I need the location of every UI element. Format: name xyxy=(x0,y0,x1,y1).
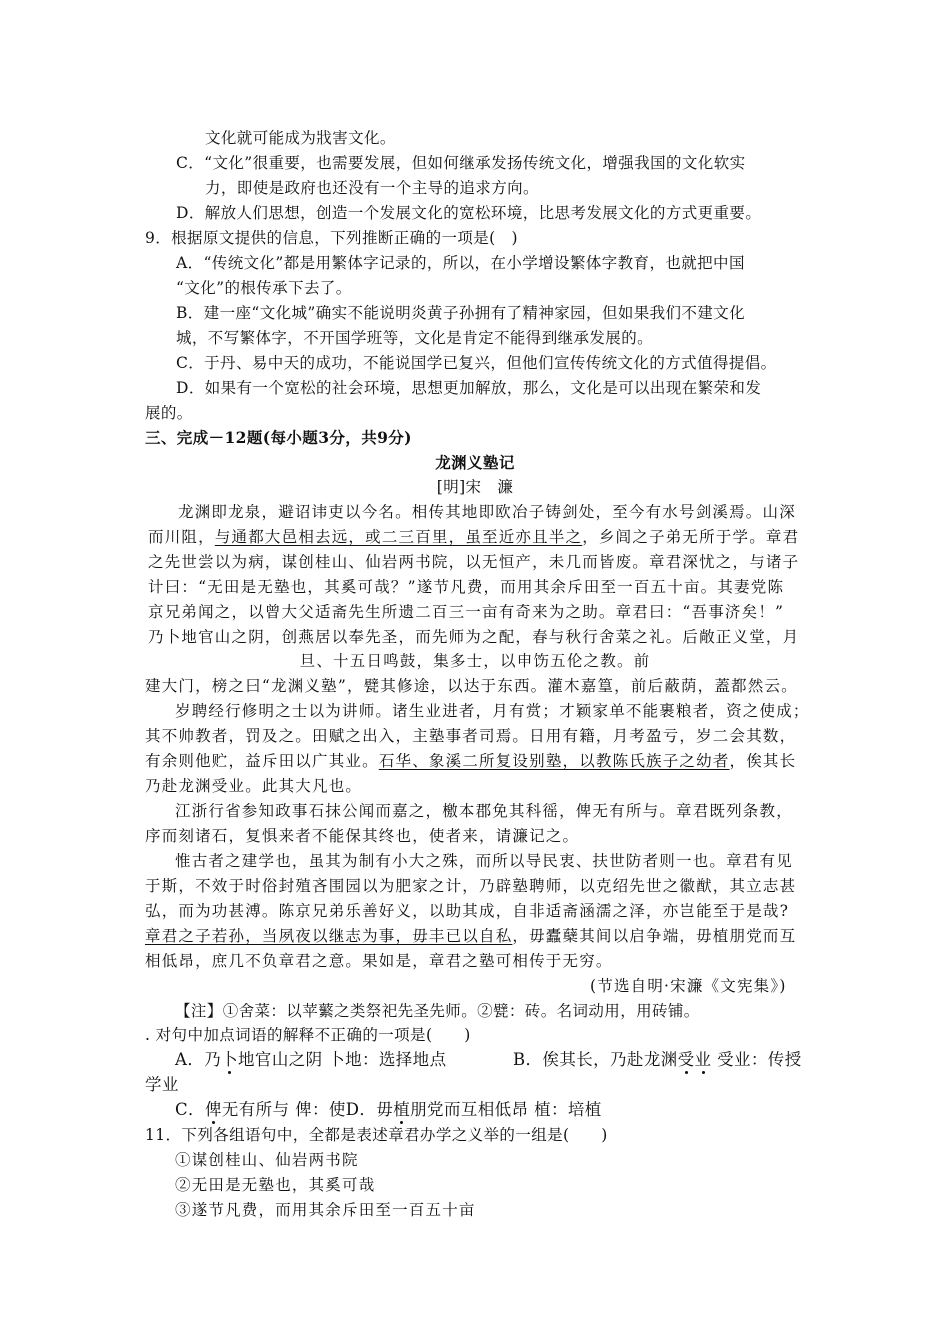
passage-line: 江浙行省参知政事石抹公闻而嘉之，檄本郡免其科徭，俾无有所与。章君既列条教， xyxy=(175,802,793,820)
question-11: 11．下列各组语句中，全都是表述章君办学之义举的一组是( ) xyxy=(145,1126,608,1144)
text-line: 城，不写繁体字，不开国学班等，文化是肯定不能得到继承发展的。 xyxy=(176,329,654,347)
emphasis-dot-char: 卜 xyxy=(221,1050,239,1069)
underlined-sentence: 石华、象溪二所复设别塾，以教陈氏族子之幼者 xyxy=(378,752,730,770)
option-c-d: C．俾无有所与 俾：使D．毋植朋党而互相低昂 植：培植 xyxy=(175,1100,602,1119)
text-line: “文化”的根传承下去了。 xyxy=(176,279,352,297)
passage-line: 岁聘经行修明之士以为讲师。诸生业进者，月有赏；才颖家单不能裹粮者，资之使成； xyxy=(175,702,810,720)
passage-line: 计曰：“无田是无塾也，其奚可哉？”遂节凡费，而用其余斥田至一百五十亩。其妻党陈 xyxy=(148,578,785,596)
option-b: B．建一座“文化城”确实不能说明炎黄子孙拥有了精神家园，但如果我们不建文化 xyxy=(176,304,746,322)
passage-line: 而川阻，与通都大邑相去远，或二三百里，虽至近亦且半之，乡闾之子弟无所于学。章君 xyxy=(148,528,800,546)
section-heading: 三、完成－12题(每小题3分，共9分) xyxy=(145,428,412,447)
passage-line: 于斯，不效于时俗封殖吝围园以为肥家之计，乃辟塾聘师，以克绍先世之徽猷，其立志甚 xyxy=(145,877,797,895)
passage-line: 章君之子若孙，当夙夜以继志为事，毋丰已以自私，毋蠹蘖其间以启争端，毋植朋党而互 xyxy=(145,927,797,945)
option-d: D．解放人们思想，创造一个发展文化的宽松环境，比思考发展文化的方式更重要。 xyxy=(176,204,762,222)
option-a: A．乃卜地官山之阴 卜地：选择地点 xyxy=(175,1050,447,1069)
passage-line: 京兄弟闻之，以曾大父适斋先生所遗二百三一亩有奇来为之助。章君曰：“吾事济矣！” xyxy=(148,603,785,621)
passage-title: 龙渊义塾记 xyxy=(435,453,515,472)
option-b: B．俟其长，乃赴龙渊受业 受业：传授 xyxy=(513,1050,802,1069)
passage-line: 惟古者之建学也，虽其为制有小大之殊，而所以导民衷、扶世防者则一也。章君有见 xyxy=(175,852,793,870)
passage-line: 乃赴龙渊受业。此其大凡也。 xyxy=(145,777,363,795)
passage-author: [明]宋 濂 xyxy=(436,478,514,496)
question-10: . 对句中加点词语的解释不正确的一项是( ) xyxy=(145,1026,471,1044)
passage-line: 相低昂，庶几不负章君之意。果如是，章君之塾可相传于无穷。 xyxy=(145,952,613,970)
question-9: 9．根据原文提供的信息，下列推断正确的一项是( ) xyxy=(145,229,518,247)
underlined-sentence: 与通都大邑相去远，或二三百里，虽至近亦且半之 xyxy=(214,528,583,546)
passage-source: (节选自明·宋濂《文宪集》) xyxy=(590,977,787,995)
passage-line: 弘，而为功甚溥。陈京兄弟乐善好义，以助其成，自非适斋涵濡之泽，亦岂能至于是哉? xyxy=(145,902,790,920)
passage-line: 之先世尝以为病，谋创桂山、仙岩两书院，以无恒产，未几而皆废。章君深忧之，与诸子 xyxy=(148,553,800,571)
choice-item: ①谋创桂山、仙岩两书院 xyxy=(175,1151,359,1169)
choice-item: ②无田是无塾也，其奚可哉 xyxy=(175,1176,376,1194)
text-line: 学业 xyxy=(145,1075,179,1094)
option-d: D．如果有一个宽松的社会环境，思想更加解放，那么，文化是可以出现在繁荣和发 xyxy=(176,379,762,397)
passage-line: 其不帅教者，罚及之。田赋之出入，主塾事者司焉。日用有籍，月考盈亏，岁二会其数， xyxy=(145,727,797,745)
footnote: 【注】①舍菜：以苹蘩之类祭祀先圣先师。②甓：砖。名词动用，用砖铺。 xyxy=(175,1002,700,1020)
option-c: C．“文化”很重要，也需要发展，但如何继承发扬传统文化，增强我国的文化软实 xyxy=(176,154,746,172)
text-line: 力，即使是政府也还没有一个主导的追求方向。 xyxy=(205,179,539,197)
passage-line: 建大门，榜之曰“龙渊义塾”，甓其修途，以达于东西。灌木嘉篁，前后蔽荫，蓋都然云。 xyxy=(145,677,798,695)
passage-line: 龙渊即龙泉，避诏讳吏以今名。相传其地即欧冶子铸剑处，至今有水号剑溪焉。山深 xyxy=(178,503,796,521)
passage-line: 乃卜地官山之阴，创燕居以奉先圣，而先师为之配，春与秋行舍菜之礼。后敞正义堂，月 xyxy=(148,628,800,646)
emphasis-dot-char: 植 xyxy=(393,1100,411,1119)
option-c: C．于丹、易中天的成功，不能说国学已复兴，但他们宣传传统文化的方式值得提倡。 xyxy=(176,354,777,372)
text-line: 文化就可能成为戕害文化。 xyxy=(205,129,396,147)
option-a: A．“传统文化”都是用繁体字记录的，所以，在小学增设繁体字教育，也就把中国 xyxy=(176,254,745,272)
emphasis-dot-char: 俾 xyxy=(204,1100,222,1119)
emphasis-dot-char: 业 xyxy=(694,1050,712,1069)
emphasis-dot-char: 受 xyxy=(677,1050,695,1069)
text-line: 展的。 xyxy=(145,404,193,422)
passage-line: 序而刻诸石，复惧来者不能保其终也，使者来，请濂记之。 xyxy=(145,827,580,845)
passage-line: 有余则他贮，益斥田以广其业。石华、象溪二所复设别塾，以教陈氏族子之幼者，俟其长 xyxy=(145,752,797,770)
underlined-sentence: 章君之子若孙，当夙夜以继志为事，毋丰已以自私 xyxy=(145,927,513,945)
choice-item: ③遂节凡费，而用其余斥田至一百五十亩 xyxy=(175,1201,476,1219)
passage-line: 旦、十五日鸣鼓，集多士，以申饬五伦之教。前 xyxy=(299,652,651,670)
